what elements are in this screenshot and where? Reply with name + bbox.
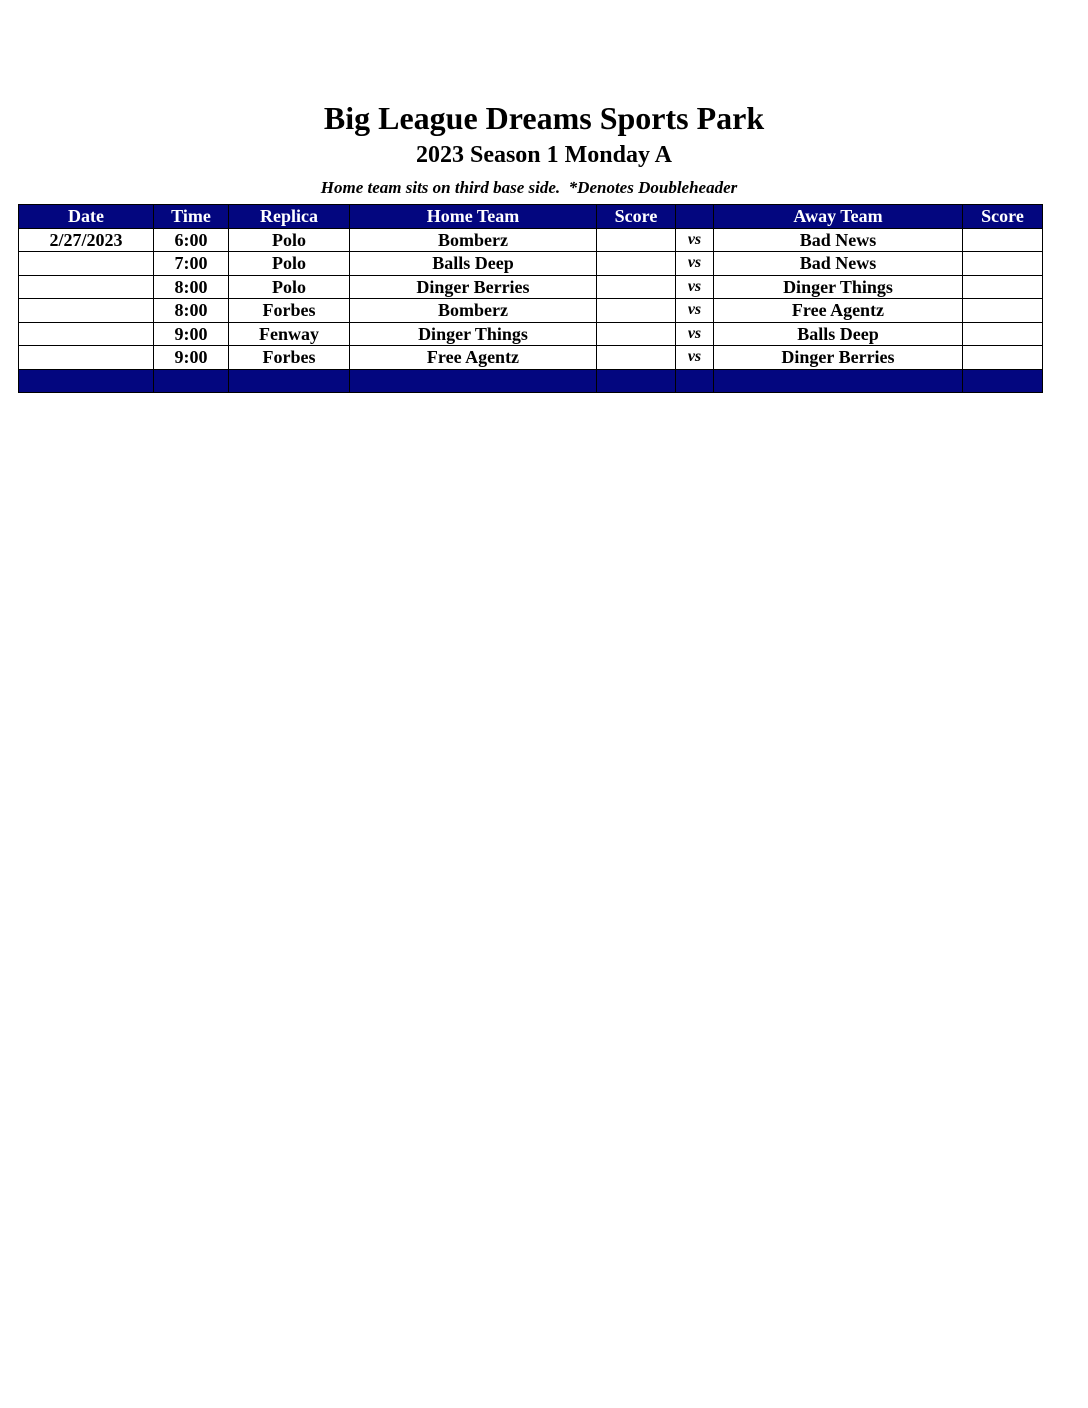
cell-home-team: Free Agentz	[350, 346, 597, 370]
cell-vs: vs	[676, 322, 714, 346]
cell-date	[19, 322, 154, 346]
cell-replica: Fenway	[229, 322, 350, 346]
cell-time: 8:00	[154, 299, 229, 323]
cell-time: 8:00	[154, 275, 229, 299]
cell-home-team: Dinger Berries	[350, 275, 597, 299]
footer-cell	[19, 369, 154, 393]
cell-home-score	[597, 275, 676, 299]
cell-time: 7:00	[154, 252, 229, 276]
column-header-home-team: Home Team	[350, 205, 597, 229]
cell-home-score	[597, 299, 676, 323]
cell-date	[19, 252, 154, 276]
cell-home-score	[597, 228, 676, 252]
cell-away-team: Free Agentz	[714, 299, 963, 323]
cell-time: 9:00	[154, 346, 229, 370]
cell-home-team: Dinger Things	[350, 322, 597, 346]
cell-date	[19, 275, 154, 299]
cell-away-team: Bad News	[714, 228, 963, 252]
table-footer-row	[19, 369, 1043, 393]
footer-cell	[154, 369, 229, 393]
cell-replica: Polo	[229, 228, 350, 252]
cell-away-score	[963, 228, 1043, 252]
cell-vs: vs	[676, 299, 714, 323]
table-row	[19, 252, 1043, 276]
cell-away-team: Bad News	[714, 252, 963, 276]
cell-vs: vs	[676, 275, 714, 299]
column-header-date: Date	[19, 205, 154, 229]
cell-away-score	[963, 346, 1043, 370]
column-header-home-score: Score	[597, 205, 676, 229]
cell-away-score	[963, 275, 1043, 299]
column-header-vs	[676, 205, 714, 229]
cell-time: 9:00	[154, 322, 229, 346]
cell-date: 2/27/2023	[19, 228, 154, 252]
page-title: Big League Dreams Sports Park	[323, 100, 765, 136]
footer-cell	[597, 369, 676, 393]
cell-away-score	[963, 252, 1043, 276]
cell-home-team: Bomberz	[350, 228, 597, 252]
cell-away-team: Dinger Berries	[714, 346, 963, 370]
cell-date	[19, 346, 154, 370]
cell-away-team: Balls Deep	[714, 322, 963, 346]
cell-away-score	[963, 322, 1043, 346]
schedule-table	[18, 204, 1043, 393]
table-row	[19, 228, 1043, 252]
cell-vs: vs	[676, 346, 714, 370]
cell-replica: Forbes	[229, 299, 350, 323]
table-row	[19, 346, 1043, 370]
cell-home-score	[597, 346, 676, 370]
page-subtitle: 2023 Season 1 Monday A	[415, 142, 673, 168]
column-header-away-team: Away Team	[714, 205, 963, 229]
table-header-row	[19, 205, 1043, 229]
cell-date	[19, 299, 154, 323]
cell-replica: Polo	[229, 252, 350, 276]
table-row	[19, 299, 1043, 323]
column-header-replica: Replica	[229, 205, 350, 229]
cell-away-score	[963, 299, 1043, 323]
table-row	[19, 275, 1043, 299]
cell-replica: Polo	[229, 275, 350, 299]
footer-cell	[350, 369, 597, 393]
cell-time: 6:00	[154, 228, 229, 252]
footer-cell	[963, 369, 1043, 393]
cell-home-team: Balls Deep	[350, 252, 597, 276]
cell-replica: Forbes	[229, 346, 350, 370]
table-row	[19, 322, 1043, 346]
column-header-time: Time	[154, 205, 229, 229]
footer-cell	[229, 369, 350, 393]
cell-home-score	[597, 252, 676, 276]
cell-home-score	[597, 322, 676, 346]
cell-vs: vs	[676, 252, 714, 276]
cell-vs: vs	[676, 228, 714, 252]
footer-cell	[676, 369, 714, 393]
schedule-note: Home team sits on third base side. *Denotes Doubleheader	[320, 178, 738, 197]
footer-cell	[714, 369, 963, 393]
cell-home-team: Bomberz	[350, 299, 597, 323]
column-header-away-score: Score	[963, 205, 1043, 229]
cell-away-team: Dinger Things	[714, 275, 963, 299]
